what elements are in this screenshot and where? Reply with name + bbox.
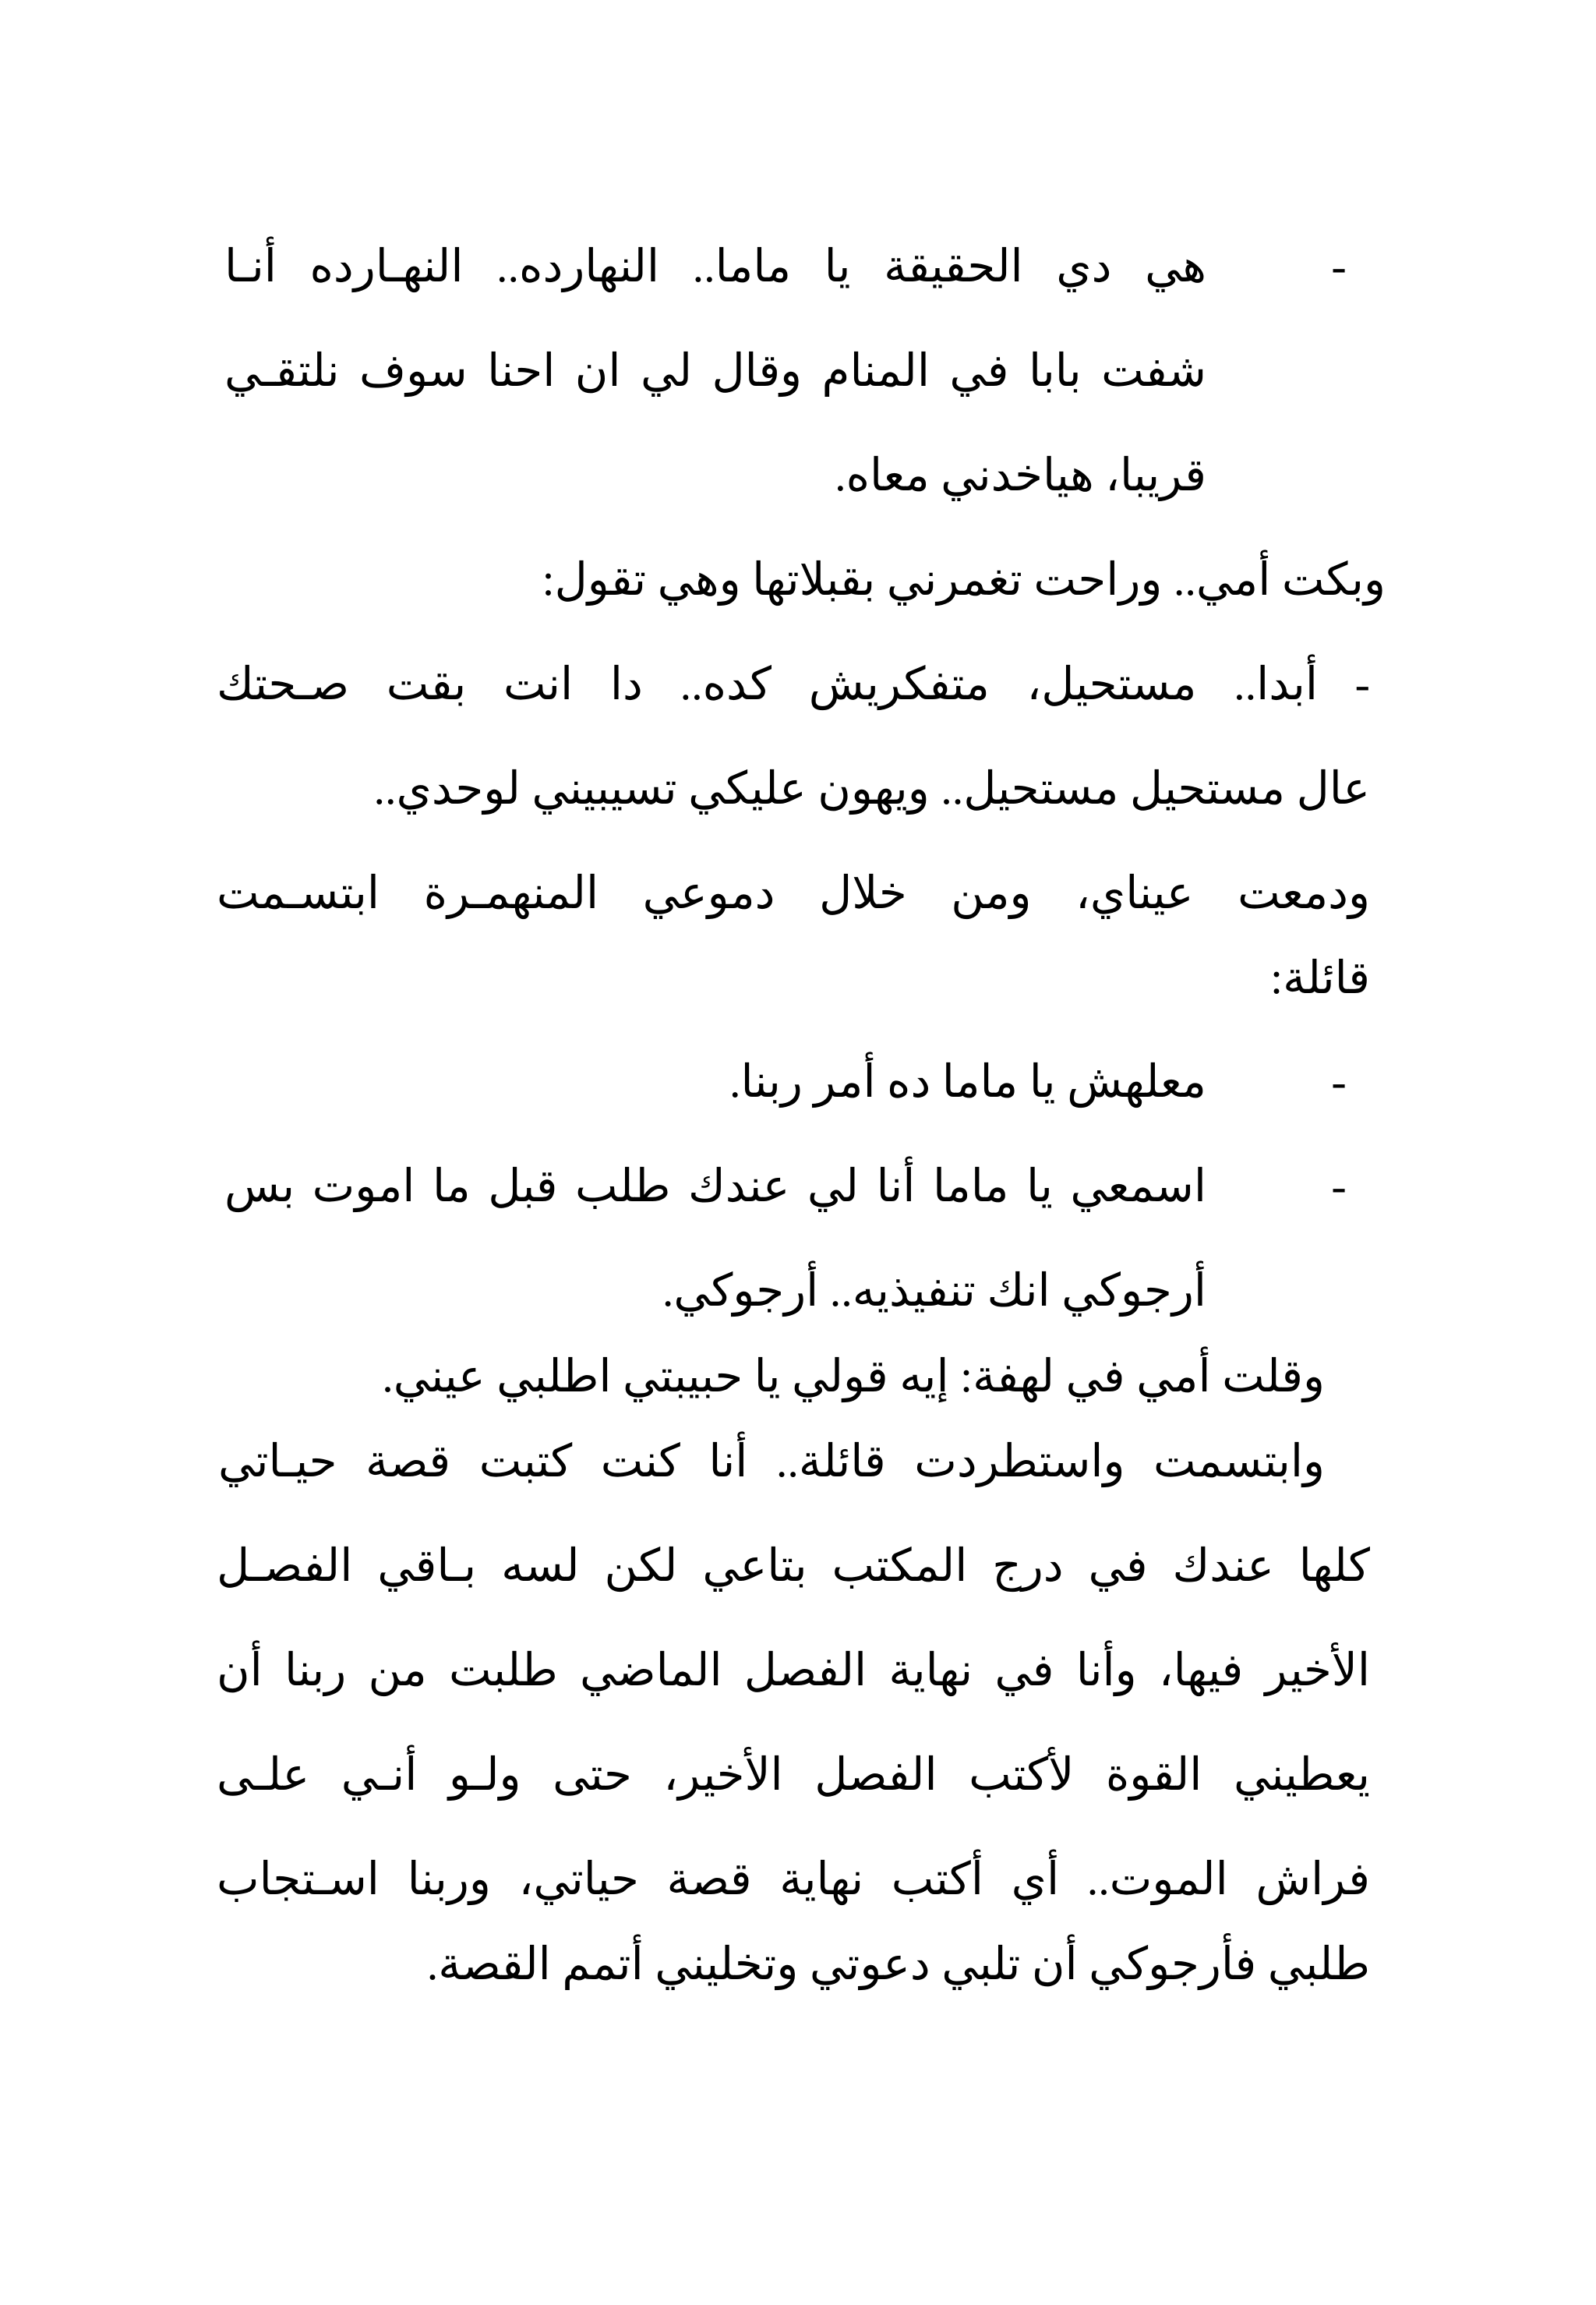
text-line-10: اسمعي يا ماما أنا لي عندك طلب قبل ما اموت بس — [224, 1161, 1206, 1211]
text-line-9: معلهش يا ماما ده أمر ربنا. — [729, 1056, 1206, 1107]
dialogue-dash: - — [1331, 1056, 1347, 1107]
text-line-3: قريبا، هياخدني معاه. — [835, 450, 1206, 500]
text-line-6: عال مستحيل مستحيل.. ويهون عليكي تسيبيني لوحدي.. — [373, 763, 1370, 814]
text-line-1: هي دي الحقيقة يا ماما.. النهارده.. النهـارده أنـا — [224, 241, 1206, 292]
text-line-16: يعطيني القوة لأكتب الفصل الأخير، حتى ولـو أنـي علـى — [217, 1749, 1370, 1800]
text-line-15: الأخير فيها، وأنا في نهاية الفصل الماضي طلبت من ربنا أن — [217, 1645, 1370, 1695]
text-line-11: أرجوكي انك تنفيذيه.. أرجوكي. — [662, 1265, 1206, 1316]
text-line-7: ودمعت عيناي، ومن خلال دموعي المنهمـرة ابتسـمت — [217, 868, 1370, 918]
text-line-17: فراش الموت.. أي أكتب نهاية قصة حياتي، وربنا اسـتجاب — [217, 1854, 1370, 1904]
dialogue-dash: - — [1331, 241, 1347, 292]
text-line-5: - أبدا.. مستحيل، متفكريش كده.. دا انت بقت صـحتك — [217, 659, 1370, 709]
text-line-18: طلبي فأرجوكي أن تلبي دعوتي وتخليني أتمم القصة. — [426, 1939, 1370, 1989]
dialogue-dash: - — [1331, 1161, 1347, 1211]
text-line-13: وابتسمت واستطردت قائلة.. أنا كنت كتبت قصة حيـاتي — [218, 1436, 1325, 1487]
text-line-12: وقلت أمي في لهفة: إيه قولي يا حبيبتي اطلبي عيني. — [382, 1351, 1325, 1402]
text-line-2: شفت بابا في المنام وقال لي ان احنا سوف نلتقـي — [224, 345, 1206, 396]
text-line-4: وبكت أمي.. وراحت تغمرني بقبلاتها وهي تقول: — [542, 554, 1386, 605]
text-line-8: قائلة: — [1270, 953, 1370, 1003]
text-line-14: كلها عندك في درج المكتب بتاعي لكن لسه بـاقي الفصـل — [217, 1540, 1370, 1591]
